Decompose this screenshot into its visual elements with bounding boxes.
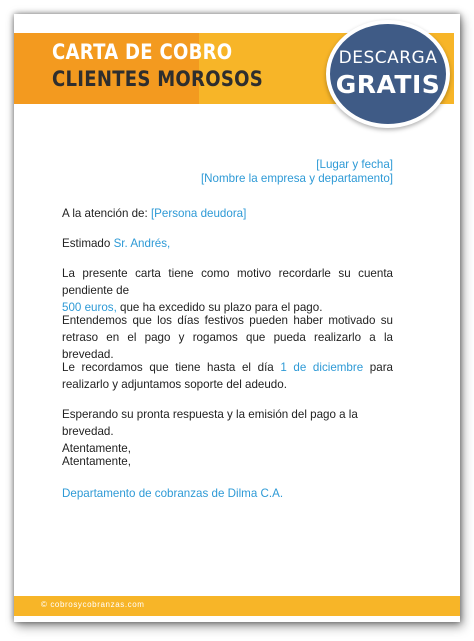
company-department: [Nombre la empresa y departamento]	[200, 172, 393, 185]
place-date: [Lugar y fecha]	[316, 158, 393, 171]
paragraph-1-text: La presente carta tiene como motivo recordarle su cuenta pendiente de	[62, 267, 393, 297]
paragraph-1	[62, 265, 393, 316]
paragraph-3	[62, 359, 393, 393]
title-line-1: CARTA DE COBRO	[52, 40, 233, 64]
signature: Departamento de cobranzas de Dilma C.A.	[62, 487, 284, 500]
title-line-2: CLIENTES MOROSOS	[52, 67, 263, 91]
footer-credit[interactable]: © cobrosycobranzas.com	[41, 600, 145, 609]
greeting-line	[62, 235, 393, 252]
amount-due: 500 euros,	[62, 301, 117, 314]
debtor-placeholder: [Persona deudora]	[150, 207, 247, 220]
paragraph-3-tail: para realizarlo y adjuntamos soporte del adeudo.	[62, 361, 393, 391]
badge-line-2: GRATIS	[335, 70, 441, 99]
attention-line	[62, 205, 393, 222]
paragraph-3-text: Le recordamos que tiene hasta el día	[62, 361, 281, 374]
paragraph-2: Entendemos que los días festivos pueden haber motivado su retraso en el pago y rogamos que pueda realizarlo a la brevedad.	[62, 314, 393, 361]
due-date: 1 de diciembre	[280, 361, 364, 374]
paragraph-1-tail: que ha excedido su plazo para el pago.	[116, 301, 323, 314]
greeting-word: Estimado	[62, 237, 114, 250]
paragraph-4-line-1: Esperando su pronta respuesta y la emisión del pago a la brevedad.	[62, 408, 358, 438]
paragraph-4	[62, 406, 393, 457]
page-title	[52, 42, 297, 90]
closing: Atentamente,	[62, 455, 131, 468]
badge-line-1: DESCARGA	[338, 48, 438, 68]
greeting-name: Sr. Andrés,	[113, 237, 171, 250]
paragraph-4-line-2: Atentamente,	[62, 442, 131, 455]
download-free-badge[interactable]	[326, 20, 450, 128]
attention-label: A la atención de:	[62, 207, 151, 220]
